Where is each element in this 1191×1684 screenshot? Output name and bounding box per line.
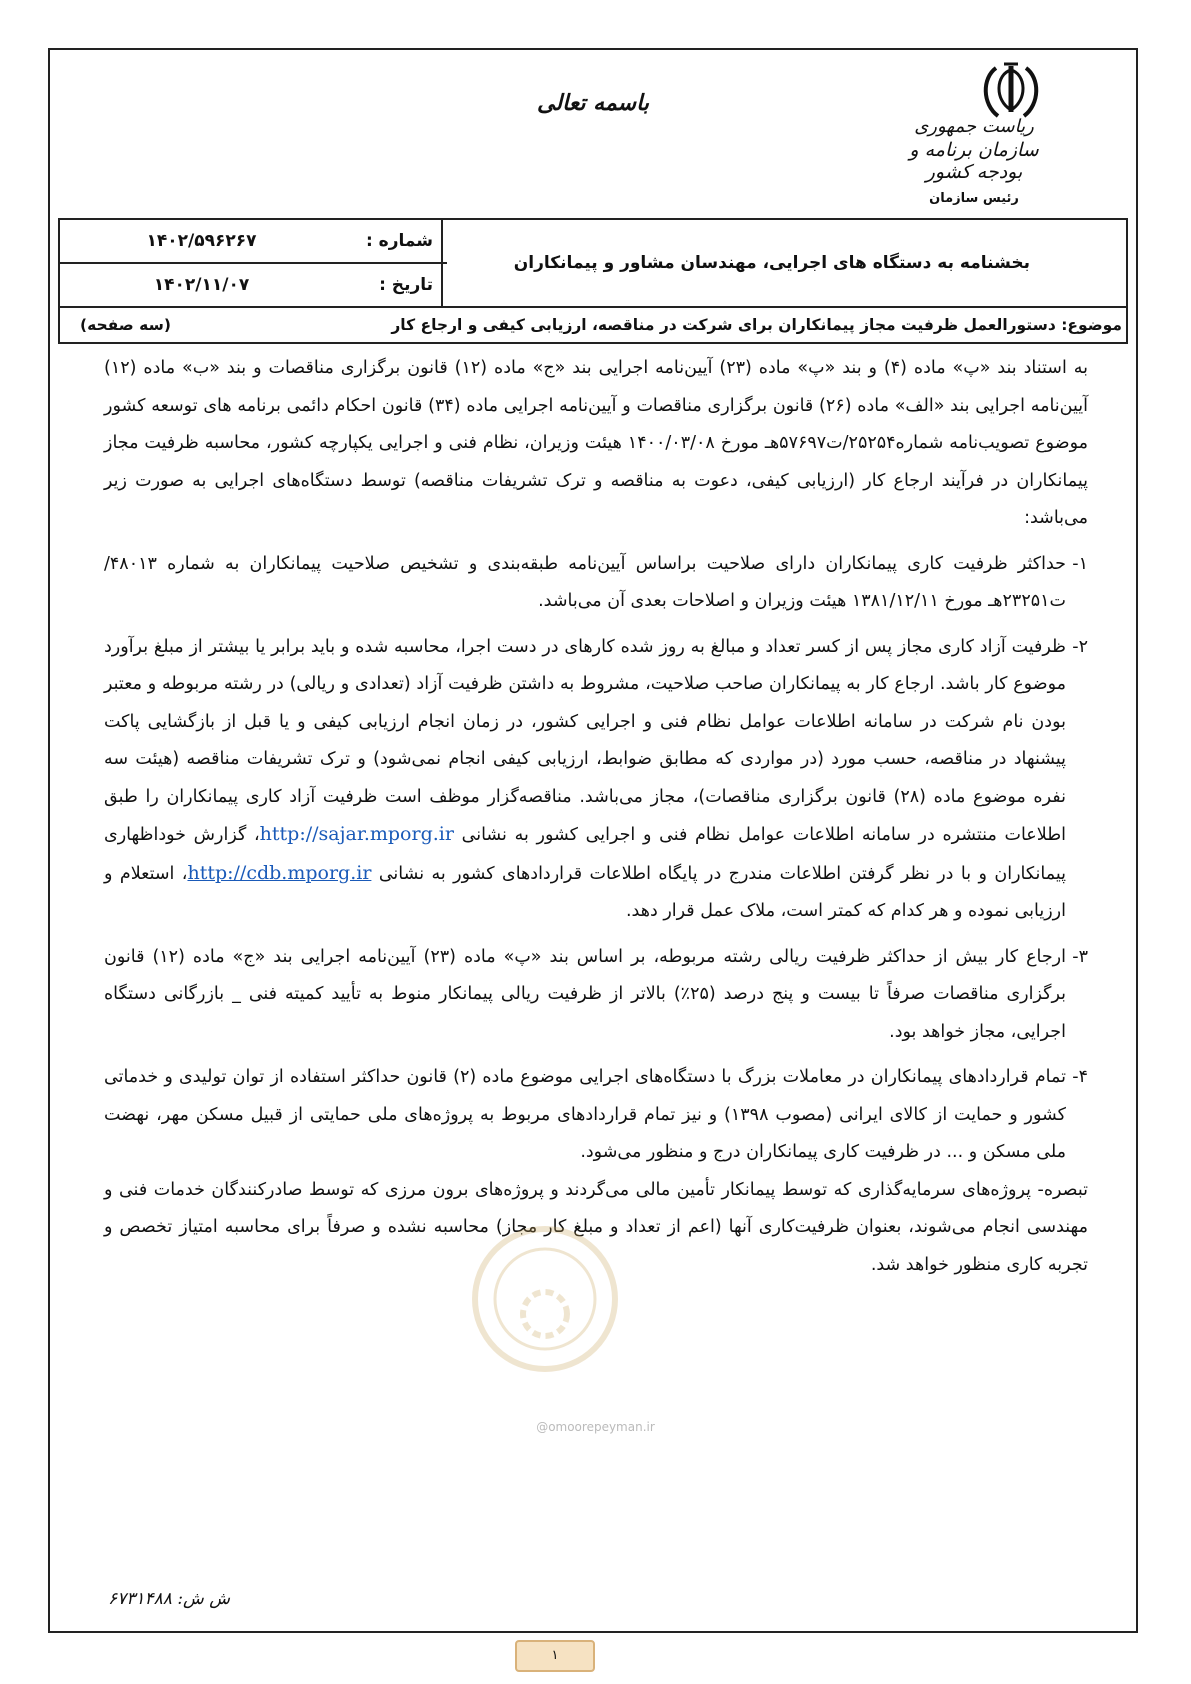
item2-part-b: ، گزارش خوداظهاری پیمانکاران و با در نظر گرفتن اطلاعات مندرج در پایگاه اطلاعات قراردادهای کشور به نشانی [104,825,1066,884]
date-row [60,264,447,306]
item-number: ۲- [1072,636,1088,657]
watermark-logo-icon [470,1224,620,1374]
item2-part-a: ظرفیت آزاد کاری مجاز پس از کسر تعداد و مبالغ به روز شده کارهای در دست اجرا، محاسبه شده و باید برابر یا بیشتر از مبلغ برآورد موضوع کار باشد. ارجاع کار به پیمانکاران صاحب صلاحیت، مشروط به داشتن ظرفیت آزاد (تعدادی و ریالی) در رشته مربوطه و معتبر بودن نام شرکت در سامانه اطلاعات عوامل نظام فنی و اجرایی کشور، در زمان انجام ارزیابی کیفی و یا قبل از بازگشایی پاکت پیشنهاد در مناقصه، حسب مورد (در مواردی که مطابق ضوابط، ارزیابی کیفی انجام نمی‌شود) و ترک تشریفات مناقصه (هیئت سه نفره موضوع ماده (۲۸) قانون برگزاری مناقصات)، مجاز می‌باشد. مناقصه‌گزار موظف است ظرفیت آزاد کاری پیمانکاران را طبق اطلاعات منتشره در سامانه اطلاعات عوامل نظام فنی و اجرایی کشور به نشانی [104,636,1066,845]
meta-table [58,218,1128,308]
item-text: تمام قراردادهای پیمانکاران در معاملات بزرگ با دستگاه‌های اجرایی موضوع ماده (۲) قانون حداکثر استفاده از توان تولیدی و خدماتی کشور و حمایت از کالای ایرانی (مصوب ۱۳۹۸) و نیز تمام قراردادهای مربوط به پروژه‌های ملی حمایتی از قبیل مسکن مهر، نهضت ملی مسکن و ... در ظرفیت کاری پیمانکاران درج و منظور می‌شود. [104,1067,1066,1162]
cdb-link[interactable]: http://cdb.mporg.ir [187,861,372,884]
footer-code: ش ش: ۶۷۳۱۴۸۸ [108,1589,230,1609]
page-frame [48,48,1138,1633]
date-value: ۱۴۰۲/۱۱/۰۷ [153,275,250,295]
organization-block [884,116,1064,206]
subject-row [58,308,1128,344]
item2-part-c: ، استعلام و ارزیابی نموده و هر کدام که کمتر است، ملاک عمل قرار دهد. [104,863,1066,921]
intro-paragraph: به استناد بند «پ» ماده (۴) و بند «پ» ماده (۲۳) آیین‌نامه اجرایی بند «ج» ماده (۱۲) قانون برگزاری مناقصات و بند «ب» ماده (۱۲) آیین‌نامه اجرایی بند «الف» ماده (۲۶) قانون برگزاری مناقصات و آیین‌نامه اجرایی ماده (۳۴) قانون احکام دائمی برنامه های توسعه کشور موضوع تصویب‌نامه شماره۲۵۲۵۴/ت۵۷۶۹۷هـ مورخ ۱۴۰۰/۰۳/۰۸ هیئت وزیران، نظام فنی و اجرایی یکپارچه کشور، محاسبه ظرفیت مجاز پیمانکاران در فرآیند ارجاع کار (ارزیابی کیفی، دعوت به مناقصه و ترک تشریفات مناقصه) توسط دستگاه‌های اجرایی به صورت زیر می‌باشد: [104,358,1089,528]
page-number: ۱ [515,1640,595,1672]
watermark-url: @omoorepeyman.ir [536,1420,655,1434]
list-item-4 [104,1059,1088,1172]
item-text [104,629,1066,931]
date-label: تاریخ : [379,275,433,295]
org-line-1: ریاست جمهوری [914,116,1034,137]
item-text: ارجاع کار بیش از حداکثر ظرفیت ریالی رشته مربوطه، بر اساس بند «پ» ماده (۲۳) آیین‌نامه اجرایی بند «ج» ماده (۱۲) قانون برگزاری مناقصات صرفاً تا بیست و پنج درصد (۲۵٪) بالاتر از ظرفیت ریالی پیمانکار منوط به تأیید کمیته فنی _ بازرگانی دستگاه اجرایی، مجاز خواهد بود. [104,946,1066,1042]
page-count: (سه صفحه) [80,316,171,334]
number-label: شماره : [365,231,433,251]
item-number: ۴- [1072,1067,1088,1087]
subject-text: موضوع: دستورالعمل ظرفیت مجاز پیمانکاران برای شرکت در مناقصه، ارزیابی کیفی و ارجاع کار [391,316,1122,334]
item-text: حداکثر ظرفیت کاری پیمانکاران دارای صلاحیت براساس آیین‌نامه طبقه‌بندی و تشخیص صلاحیت پیمانکاران به شماره ۴۸۰۱۳/ت۲۳۲۵۱هـ مورخ ۱۳۸۱/۱۲/۱۱ هیئت وزیران و اصلاحات بعدی آن می‌باشد. [104,553,1066,611]
list-item-2 [104,629,1088,931]
document [50,50,1136,1631]
org-line-3: رئیس سازمان [929,191,1019,206]
number-row [60,220,447,264]
number-value: ۱۴۰۲/۵۹۶۲۶۷ [146,231,257,251]
list-item-3 [104,939,1088,1052]
list-item-1 [104,546,1088,621]
meta-side [60,220,447,306]
note-paragraph: تبصره- پروژه‌های سرمایه‌گذاری که توسط پیمانکار تأمین مالی می‌گردند و پروژه‌های برون مرزی که توسط صادرکنندگان خدمات فنی و مهندسی انجام می‌شوند، بعنوان ظرفیت‌کاری آنها (اعم از تعداد و مبلغ کار مجاز) محاسبه نشده و صرفاً برای محاسبه امتیاز تخصص و تجربه کاری منظور خواهد شد. [104,1179,1088,1275]
org-line-2: سازمان برنامه و بودجه کشور [909,139,1039,183]
circular-title: بخشنامه به دستگاه های اجرایی، مهندسان مشاور و پیمانکاران [441,220,1126,306]
sajar-link[interactable]: http://sajar.mporg.ir [259,823,454,845]
item-number: ۱- [1072,553,1088,574]
document-body [104,350,1088,1284]
item-number: ۳- [1072,946,1088,967]
bismillah-heading: باسمه تعالی [537,90,649,116]
